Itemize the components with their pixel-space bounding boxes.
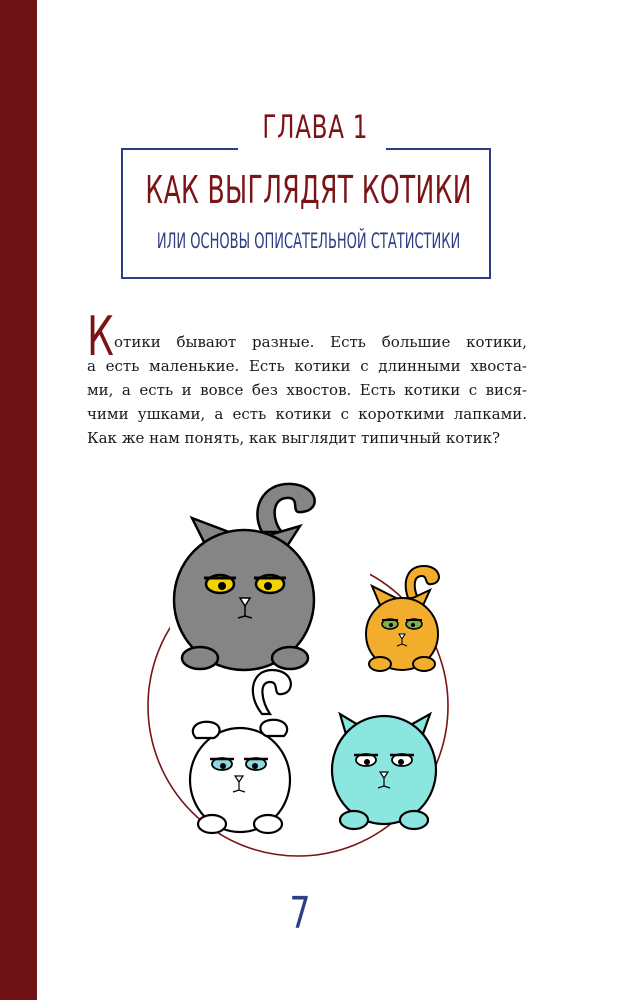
paragraph-line: ми, а есть и вовсе без хвостов. Есть котики с вися- xyxy=(87,381,527,399)
gray-cat-icon xyxy=(170,484,370,670)
paragraph-line: а есть маленькие. Есть котики с длинными хвоста- xyxy=(87,357,527,375)
chapter-label: ГЛАВА 1 xyxy=(262,108,369,146)
teal-cat-icon xyxy=(332,714,436,829)
page-number: 7 xyxy=(289,888,311,939)
chapter-subtitle: ИЛИ ОСНОВЫ ОПИСАТЕЛЬНОЙ СТАТИСТИКИ xyxy=(156,229,461,253)
orange-cat-icon xyxy=(366,566,439,671)
drop-cap: К xyxy=(87,305,114,368)
chapter-title: КАК ВЫГЛЯДЯТ КОТИКИ xyxy=(145,168,472,212)
white-cat-icon xyxy=(190,670,291,833)
paragraph-line: отики бывают разные. Есть большие котики, xyxy=(114,333,527,351)
paragraph-line: чими ушками, а есть котики с короткими лапками. xyxy=(87,405,527,423)
paragraph-line: Как же нам понять, как выглядит типичный котик? xyxy=(87,429,501,447)
cats-illustration xyxy=(0,470,619,880)
